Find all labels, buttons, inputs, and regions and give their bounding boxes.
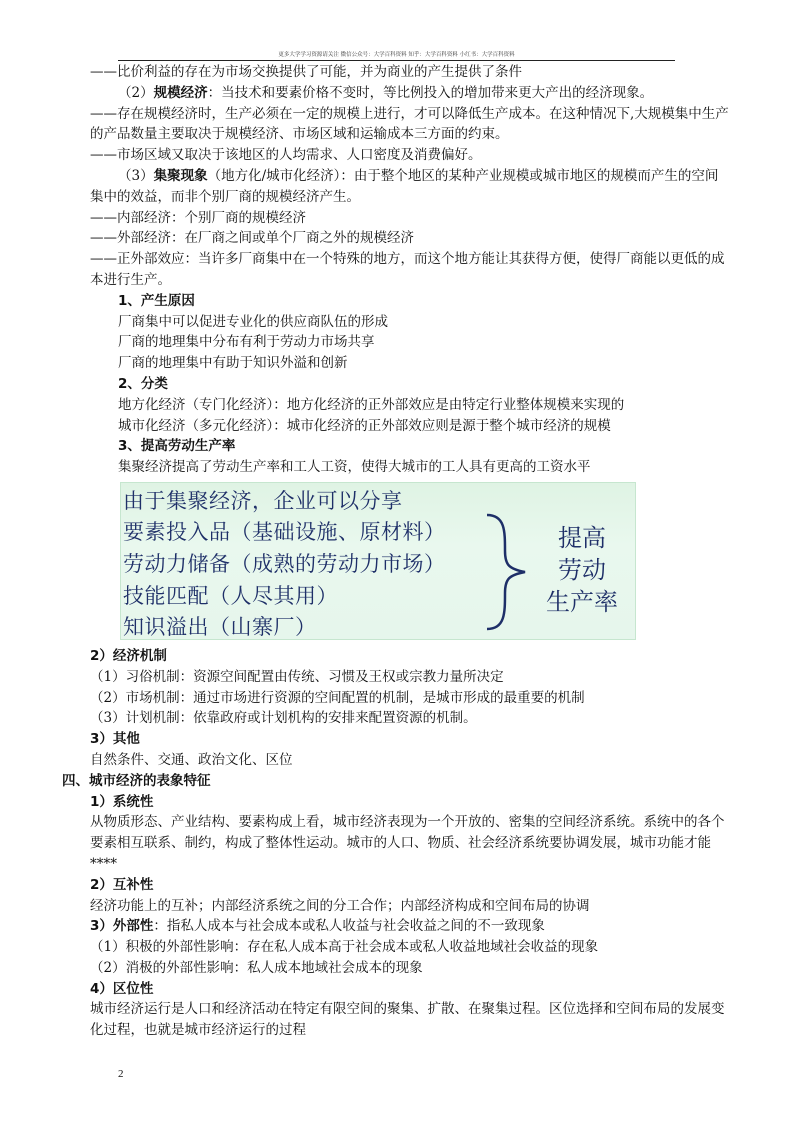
photo-side-line: 提高 (558, 523, 606, 552)
document-body (62, 62, 730, 1041)
text-line: ——外部经济：在厂商之间或单个厂商之外的规模经济 (90, 230, 414, 247)
section-mechanism (90, 646, 730, 771)
text-line: 地方化经济（专门化经济）：地方化经济的正外部效应是由特定行业整体规模来实现的 (118, 396, 625, 413)
text-line (90, 83, 730, 104)
term-definition: ：指私人成本与社会成本或私人收益与社会收益之间的不一致现象 (153, 918, 545, 935)
heading: 4）区位性 (90, 980, 154, 997)
text-line: 厂商的地理集中有助于知识外溢和创新 (118, 355, 348, 372)
photo-line: 知识溢出（山寨厂） (123, 614, 317, 639)
paragraph: 城市经济运行是人口和经济活动在特定有限空间的聚集、扩散、在聚集过程。区位选择和空间布局的发展变化过程，也就是城市经济运行的过程 (90, 1001, 725, 1039)
heading: 2）互补性 (90, 876, 154, 893)
photo-line: 技能匹配（人尽其用） (123, 583, 338, 608)
heading: 1、产生原因 (118, 292, 195, 309)
photo-side-line: 生产率 (546, 587, 618, 616)
paragraph: 从物质形态、产业结构、要素构成上看，城市经济表现为一个开放的、密集的空间经济系统。系统中的各个要素相互联系、制约，构成了整体性运动。城市的人口、物质、社会经济系统要协调发展，城市功能才能**** (90, 814, 725, 872)
text-line: 集聚经济提高了劳动生产率和工人工资，使得大城市的工人具有更高的工资水平 (118, 459, 591, 476)
paragraph (90, 166, 730, 208)
list-prefix: （3） (118, 167, 154, 184)
text-line: （2）消极的外部性影响：私人成本地域社会成本的现象 (90, 959, 423, 976)
text-line: 自然条件、交通、政治文化、区位 (90, 751, 293, 768)
paragraph: ——正外部效应：当许多厂商集中在一个特殊的地方，而这个地方能让其获得方便，使得厂商能以更低的成本进行生产。 (90, 251, 725, 288)
text-line: 厂商集中可以促进专业化的供应商队伍的形成 (118, 313, 388, 330)
text-line: ——内部经济：个别厂商的规模经济 (90, 209, 306, 226)
text-line: （2）市场机制：通过市场进行资源的空间配置的机制，是城市形成的最重要的机制 (90, 689, 585, 706)
text-line (90, 916, 730, 937)
photo-line: 要素投入品（基础设施、原材料） (123, 519, 446, 544)
page-number: 2 (118, 1068, 124, 1080)
text-line: 城市化经济（多元化经济）：城市化经济的正外部效应则是源于整个城市经济的规模 (118, 417, 611, 434)
heading: 2、分类 (118, 375, 168, 392)
photo-side-line: 劳动 (558, 555, 606, 584)
heading: 3、提高劳动生产率 (118, 438, 236, 455)
text-line: ——市场区域又取决于该地区的人均需求、人口密度及消费偏好。 (90, 147, 482, 164)
heading: 3）外部性 (90, 918, 154, 935)
brace-icon (483, 511, 533, 633)
header-text: 更多大学学习资源请关注 微信公众号：大学百科资料 知乎：大学百科资料 小红书：大学百科资料 (278, 52, 515, 58)
section-features (62, 771, 730, 1041)
features-body (62, 792, 730, 1042)
heading: 1）系统性 (90, 793, 154, 810)
heading: 3）其他 (90, 731, 140, 748)
photo-line: 由于集聚经济，企业可以分享 (123, 488, 403, 513)
page-header (118, 50, 675, 61)
text-line: （1）习俗机制：资源空间配置由传统、习惯及王权或宗教力量所决定 (90, 668, 504, 685)
term-bold: 集聚现象 (153, 167, 208, 184)
section-causes (90, 291, 730, 478)
text-line: ——比价利益的存在为市场交换提供了可能，并为商业的产生提供了条件 (90, 64, 522, 80)
text-line: （1）积极的外部性影响：存在私人成本高于社会成本或私人收益地域社会收益的现象 (90, 939, 599, 956)
paragraph: ——存在规模经济时，生产必须在一定的规模上进行，才可以降低生产成本。在这种情况下,大规模集中生产的产品数量主要取决于规模经济、市场区域和运输成本三方面的约束。 (90, 105, 729, 143)
text-line: 厂商的地理集中分布有利于劳动力市场共享 (118, 334, 375, 351)
term-bold: 规模经济 (153, 84, 208, 101)
photo-line: 劳动力储备（成熟的劳动力市场） (123, 551, 446, 576)
section-title: 四、城市经济的表象特征 (62, 772, 211, 789)
text-line: （3）计划机制：依靠政府或计划机构的安排来配置资源的机制。 (90, 710, 477, 727)
list-prefix: （2） (118, 84, 154, 101)
handwritten-photo (120, 482, 636, 640)
heading: 2）经济机制 (90, 647, 167, 664)
text-line: 经济功能上的互补；内部经济系统之间的分工合作；内部经济构成和空间布局的协调 (90, 897, 590, 914)
term-definition: ：当技术和要素价格不变时，等比例投入的增加带来更大产出的经济现象。 (207, 84, 654, 101)
term-definition: （地方化/城市化经济）：由于整个地区的某种产业规模或城市地区的规模而产生的空间集中的效益，而非个别厂商的规模经济产生。 (90, 167, 719, 205)
